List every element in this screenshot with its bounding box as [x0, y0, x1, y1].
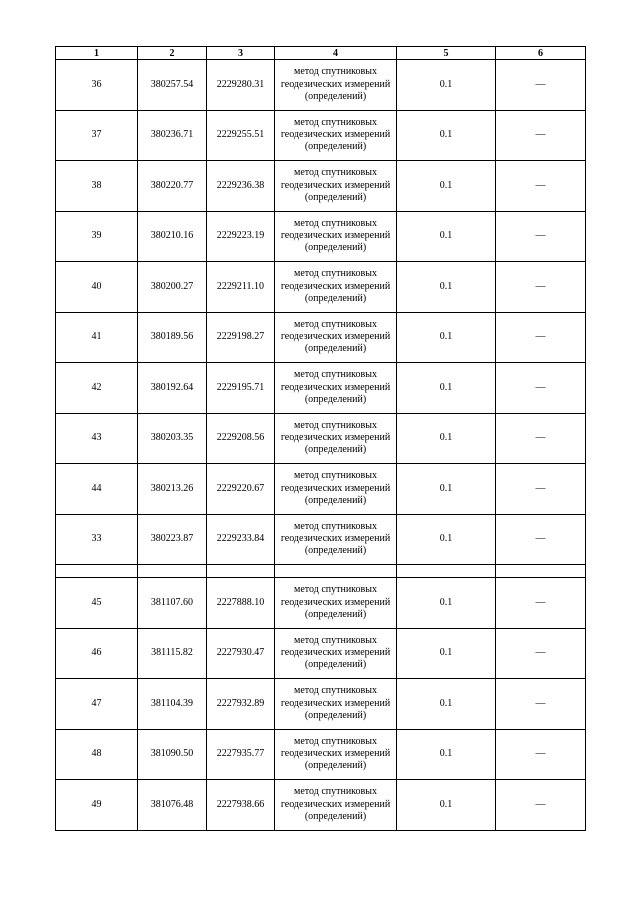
method-cell — [275, 363, 397, 414]
table-body — [56, 60, 586, 831]
accuracy-cell: 0.1 — [397, 363, 496, 414]
y-coordinate-cell: 2227938.66 — [207, 780, 275, 831]
header-col-4: 4 — [275, 47, 397, 60]
table-row — [56, 60, 586, 111]
method-cell — [275, 628, 397, 679]
method-cell — [275, 780, 397, 831]
description-cell: — — [496, 464, 586, 515]
x-coordinate-cell: 380220.77 — [138, 161, 207, 212]
point-number-cell: 33 — [56, 514, 138, 565]
point-number-cell: 39 — [56, 211, 138, 262]
description-cell: — — [496, 60, 586, 111]
method-text: метод спутниковых геодезических измерений (определений) — [280, 685, 391, 721]
method-text: метод спутниковых геодезических измерений (определений) — [280, 520, 391, 557]
method-cell — [275, 161, 397, 212]
y-coordinate-cell: 2229223.19 — [207, 211, 275, 262]
method-cell — [275, 679, 397, 730]
table-row — [56, 312, 586, 363]
description-cell: — — [496, 161, 586, 212]
accuracy-cell: 0.1 — [397, 262, 496, 313]
empty-cell — [56, 565, 138, 578]
x-coordinate-cell: 380200.27 — [138, 262, 207, 313]
method-text: метод спутниковых геодезических измерений (определений) — [280, 116, 391, 153]
y-coordinate-cell: 2229255.51 — [207, 110, 275, 161]
accuracy-cell: 0.1 — [397, 628, 496, 679]
table-row — [56, 464, 586, 515]
table-row — [56, 578, 586, 629]
method-cell — [275, 60, 397, 111]
x-coordinate-cell: 380203.35 — [138, 413, 207, 464]
table-row — [56, 262, 586, 313]
point-number-cell: 36 — [56, 60, 138, 111]
method-text: метод спутниковых геодезических измерений (определений) — [280, 735, 391, 772]
accuracy-cell: 0.1 — [397, 464, 496, 515]
description-cell: — — [496, 578, 586, 629]
y-coordinate-cell: 2229198.27 — [207, 312, 275, 363]
method-cell — [275, 413, 397, 464]
empty-cell — [397, 565, 496, 578]
point-number-cell: 44 — [56, 464, 138, 515]
table-row — [56, 628, 586, 679]
table-row — [56, 514, 586, 565]
point-number-cell: 42 — [56, 363, 138, 414]
method-cell — [275, 110, 397, 161]
accuracy-cell: 0.1 — [397, 161, 496, 212]
description-cell: — — [496, 110, 586, 161]
method-text: метод спутниковых геодезических измерений (определений) — [280, 634, 391, 671]
coordinates-table — [55, 46, 586, 831]
description-cell: — — [496, 262, 586, 313]
x-coordinate-cell: 381104.39 — [138, 679, 207, 730]
accuracy-cell: 0.1 — [397, 729, 496, 780]
accuracy-cell: 0.1 — [397, 312, 496, 363]
point-number-cell: 47 — [56, 679, 138, 730]
table-row — [56, 363, 586, 414]
description-cell: — — [496, 514, 586, 565]
point-number-cell: 46 — [56, 628, 138, 679]
method-text: метод спутниковых геодезических измерений (определений) — [280, 318, 391, 355]
table-row — [56, 780, 586, 831]
y-coordinate-cell: 2227932.89 — [207, 679, 275, 730]
method-cell — [275, 262, 397, 313]
accuracy-cell: 0.1 — [397, 110, 496, 161]
method-cell — [275, 211, 397, 262]
table-row — [56, 161, 586, 212]
point-number-cell: 43 — [56, 413, 138, 464]
empty-cell — [138, 565, 207, 578]
empty-cell — [207, 565, 275, 578]
method-text: метод спутниковых геодезических измерений (определений) — [280, 217, 391, 254]
method-cell — [275, 514, 397, 565]
description-cell: — — [496, 413, 586, 464]
y-coordinate-cell: 2229208.56 — [207, 413, 275, 464]
header-col-6: 6 — [496, 47, 586, 60]
table-row — [56, 679, 586, 730]
y-coordinate-cell: 2227930.47 — [207, 628, 275, 679]
point-number-cell: 38 — [56, 161, 138, 212]
description-cell: — — [496, 363, 586, 414]
description-cell: — — [496, 312, 586, 363]
header-col-3: 3 — [207, 47, 275, 60]
accuracy-cell: 0.1 — [397, 211, 496, 262]
y-coordinate-cell: 2227935.77 — [207, 729, 275, 780]
description-cell: — — [496, 780, 586, 831]
method-cell — [275, 312, 397, 363]
accuracy-cell: 0.1 — [397, 413, 496, 464]
x-coordinate-cell: 380236.71 — [138, 110, 207, 161]
accuracy-cell: 0.1 — [397, 780, 496, 831]
accuracy-cell: 0.1 — [397, 60, 496, 111]
y-coordinate-cell: 2227888.10 — [207, 578, 275, 629]
method-text: метод спутниковых геодезических измерений (определений) — [280, 419, 391, 456]
x-coordinate-cell: 381090.50 — [138, 729, 207, 780]
empty-cell — [275, 565, 397, 578]
header-col-5: 5 — [397, 47, 496, 60]
table-row — [56, 211, 586, 262]
accuracy-cell: 0.1 — [397, 578, 496, 629]
point-number-cell: 45 — [56, 578, 138, 629]
x-coordinate-cell: 380223.87 — [138, 514, 207, 565]
x-coordinate-cell: 380257.54 — [138, 60, 207, 111]
empty-cell — [496, 565, 586, 578]
y-coordinate-cell: 2229233.84 — [207, 514, 275, 565]
point-number-cell: 41 — [56, 312, 138, 363]
y-coordinate-cell: 2229280.31 — [207, 60, 275, 111]
y-coordinate-cell: 2229236.38 — [207, 161, 275, 212]
point-number-cell: 37 — [56, 110, 138, 161]
table-header — [56, 47, 586, 60]
y-coordinate-cell: 2229211.10 — [207, 262, 275, 313]
method-text: метод спутниковых геодезических измерений (определений) — [280, 470, 391, 506]
x-coordinate-cell: 381115.82 — [138, 628, 207, 679]
table-row — [56, 413, 586, 464]
method-text: метод спутниковых геодезических измерений (определений) — [280, 167, 391, 203]
header-row — [56, 47, 586, 60]
description-cell: — — [496, 679, 586, 730]
description-cell: — — [496, 729, 586, 780]
method-text: метод спутниковых геодезических измерений (определений) — [280, 369, 391, 405]
table-row — [56, 729, 586, 780]
x-coordinate-cell: 380210.16 — [138, 211, 207, 262]
header-col-2: 2 — [138, 47, 207, 60]
method-text: метод спутниковых геодезических измерений (определений) — [280, 66, 391, 102]
method-cell — [275, 729, 397, 780]
header-col-1: 1 — [56, 47, 138, 60]
method-text: метод спутниковых геодезических измерений (определений) — [280, 786, 391, 822]
description-cell: — — [496, 628, 586, 679]
method-text: метод спутниковых геодезических измерений (определений) — [280, 268, 391, 304]
point-number-cell: 40 — [56, 262, 138, 313]
table-row — [56, 110, 586, 161]
separator-row — [56, 565, 586, 578]
x-coordinate-cell: 380192.64 — [138, 363, 207, 414]
method-cell — [275, 464, 397, 515]
accuracy-cell: 0.1 — [397, 679, 496, 730]
point-number-cell: 49 — [56, 780, 138, 831]
point-number-cell: 48 — [56, 729, 138, 780]
accuracy-cell: 0.1 — [397, 514, 496, 565]
x-coordinate-cell: 381107.60 — [138, 578, 207, 629]
x-coordinate-cell: 380213.26 — [138, 464, 207, 515]
method-cell — [275, 578, 397, 629]
y-coordinate-cell: 2229195.71 — [207, 363, 275, 414]
x-coordinate-cell: 380189.56 — [138, 312, 207, 363]
y-coordinate-cell: 2229220.67 — [207, 464, 275, 515]
x-coordinate-cell: 381076.48 — [138, 780, 207, 831]
method-text: метод спутниковых геодезических измерений (определений) — [280, 584, 391, 620]
description-cell: — — [496, 211, 586, 262]
